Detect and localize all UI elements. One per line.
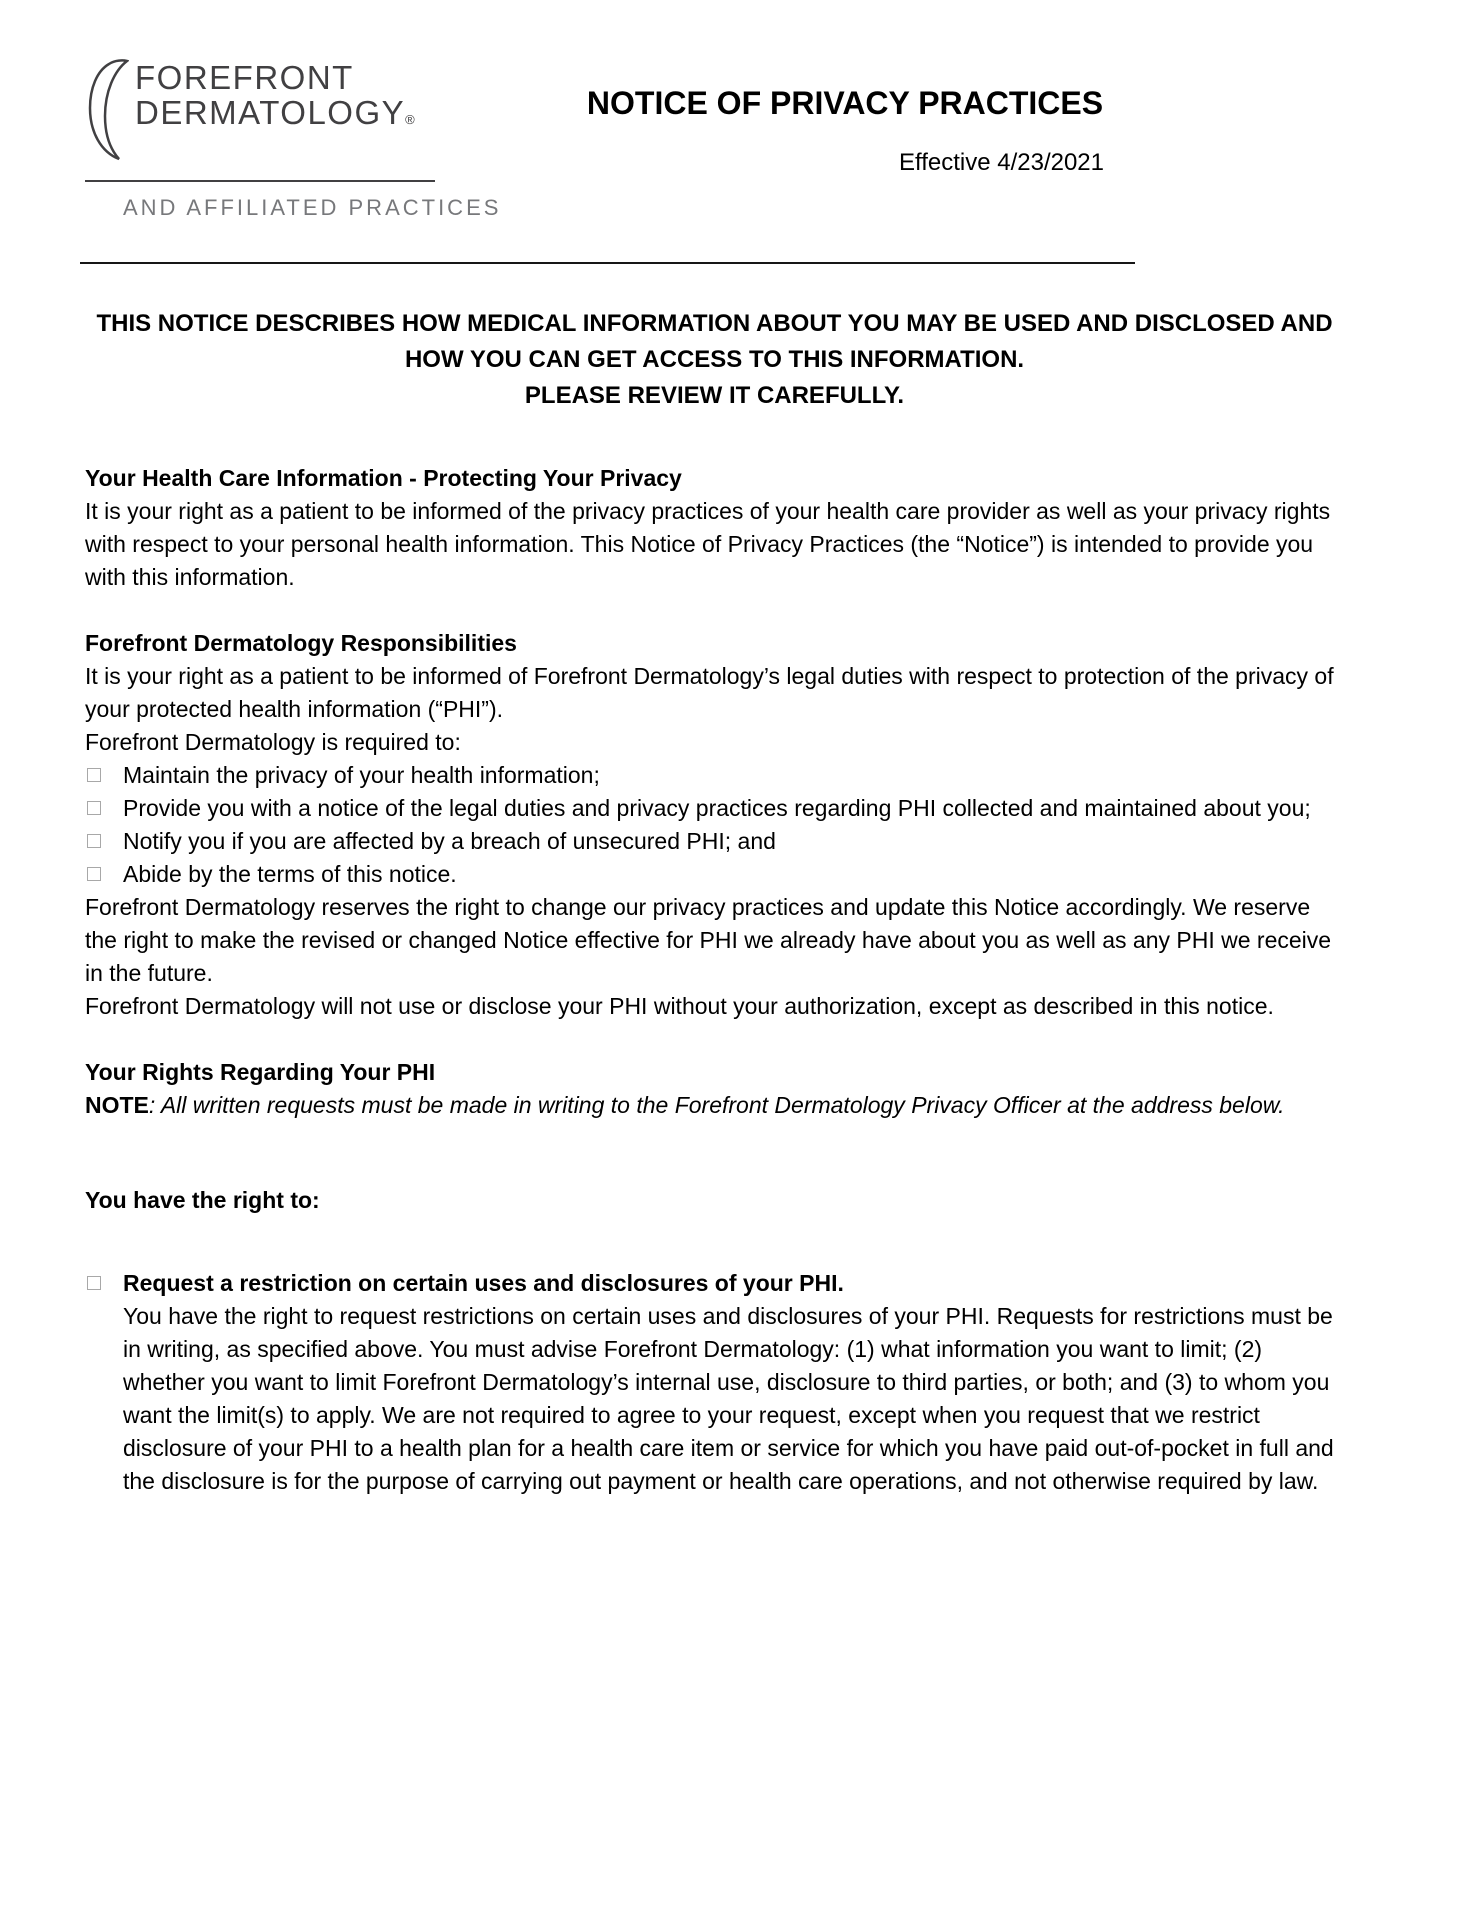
required-intro: Forefront Dermatology is required to: [85, 729, 461, 755]
required-list [85, 759, 1344, 891]
section-heading-privacy: Your Health Care Information - Protecting Your Privacy [85, 465, 682, 491]
responsibilities-para3: Forefront Dermatology will not use or disclose your PHI without your authorization, except as described in this notice. [85, 993, 1274, 1019]
rights-item [85, 1267, 1344, 1498]
privacy-body: It is your right as a patient to be informed of the privacy practices of your health care provider as well as your privacy rights with respect to your personal health information. This Notice of Privacy Practices (the “Notice”) is intended to provide you with this information. [85, 498, 1331, 590]
checkbox-bullet-icon [87, 801, 101, 815]
forefront-logo-mark-icon [85, 58, 129, 171]
header-title-block [550, 58, 1140, 179]
list-item [85, 759, 1344, 792]
note-text: : All written requests must be made in writing to the Forefront Dermatology Privacy Officer at the address below. [148, 1092, 1285, 1118]
checkbox-bullet-icon [87, 768, 101, 782]
header-divider [80, 262, 1135, 264]
section-heading-responsibilities: Forefront Dermatology Responsibilities [85, 630, 517, 656]
rights-item-title: Request a restriction on certain uses and disclosures of your PHI. [123, 1270, 844, 1296]
list-item-text: Provide you with a notice of the legal duties and privacy practices regarding PHI collected and maintained about you; [123, 795, 1311, 821]
logo-name-line2-text: DERMATOLOGY [135, 94, 406, 131]
logo-divider [85, 180, 435, 182]
section-heading-right-to: You have the right to: [85, 1187, 320, 1213]
responsibilities-para2: Forefront Dermatology reserves the right to change our privacy practices and update this Notice accordingly. We reserve the right to make the revised or changed Notice effective for PHI we already have about you as well as any PHI we receive in the future. [85, 894, 1332, 986]
effective-date: Effective 4/23/2021 [898, 149, 1104, 176]
checkbox-bullet-icon [87, 834, 101, 848]
logo-name-line1: FOREFRONT [135, 59, 354, 96]
registered-trademark-symbol: ® [405, 112, 415, 127]
notice-banner [85, 306, 1344, 414]
document-header [85, 58, 1344, 224]
list-item [85, 825, 1344, 858]
logo-tagline: AND AFFILIATED PRACTICES [123, 195, 502, 220]
rights-item-body: You have the right to request restrictions on certain uses and disclosures of your PHI. Requests for restrictions must be in writing, as specified above. You must advise Forefront Dermatology: (1) what information you want to limit; (2) whether you want to limit Forefront Dermatology’s internal use, disclosure to third parties, or both; and (3) to whom you want the limit(s) to apply. We are not required to agree to your request, except when you request that we restrict disclosure of your PHI to a health plan for a health care item or service for which you have paid out-of-pocket in full and the disclosure is for the purpose of carrying out payment or health care operations, and not otherwise required by law. [123, 1303, 1334, 1494]
responsibilities-body: It is your right as a patient to be informed of Forefront Dermatology’s legal duties with respect to protection of the privacy of your protected health information (“PHI”). [85, 663, 1334, 722]
list-item [85, 792, 1344, 825]
note-label: NOTE [85, 1092, 149, 1118]
logo-wordmark [135, 58, 415, 137]
logo-name-line2 [135, 95, 415, 137]
list-item [85, 858, 1344, 891]
notice-banner-line1: THIS NOTICE DESCRIBES HOW MEDICAL INFORMATION ABOUT YOU MAY BE USED AND DISCLOSED AND HOW YOU CAN GET ACCESS TO THIS INFORMATION. [96, 310, 1333, 373]
rights-item-content [123, 1267, 1344, 1498]
page-title: NOTICE OF PRIVACY PRACTICES [586, 85, 1104, 121]
list-item-text: Abide by the terms of this notice. [123, 861, 457, 887]
list-item-text: Maintain the privacy of your health information; [123, 762, 600, 788]
list-item-text: Notify you if you are affected by a breach of unsecured PHI; and [123, 828, 776, 854]
checkbox-bullet-icon [87, 867, 101, 881]
forefront-logo-top [85, 58, 435, 171]
section-heading-rights: Your Rights Regarding Your PHI [85, 1059, 436, 1085]
checkbox-bullet-icon [87, 1276, 101, 1290]
note-paragraph [85, 1089, 1344, 1122]
forefront-logo [85, 58, 502, 224]
notice-banner-line2: PLEASE REVIEW IT CAREFULLY. [524, 382, 905, 409]
